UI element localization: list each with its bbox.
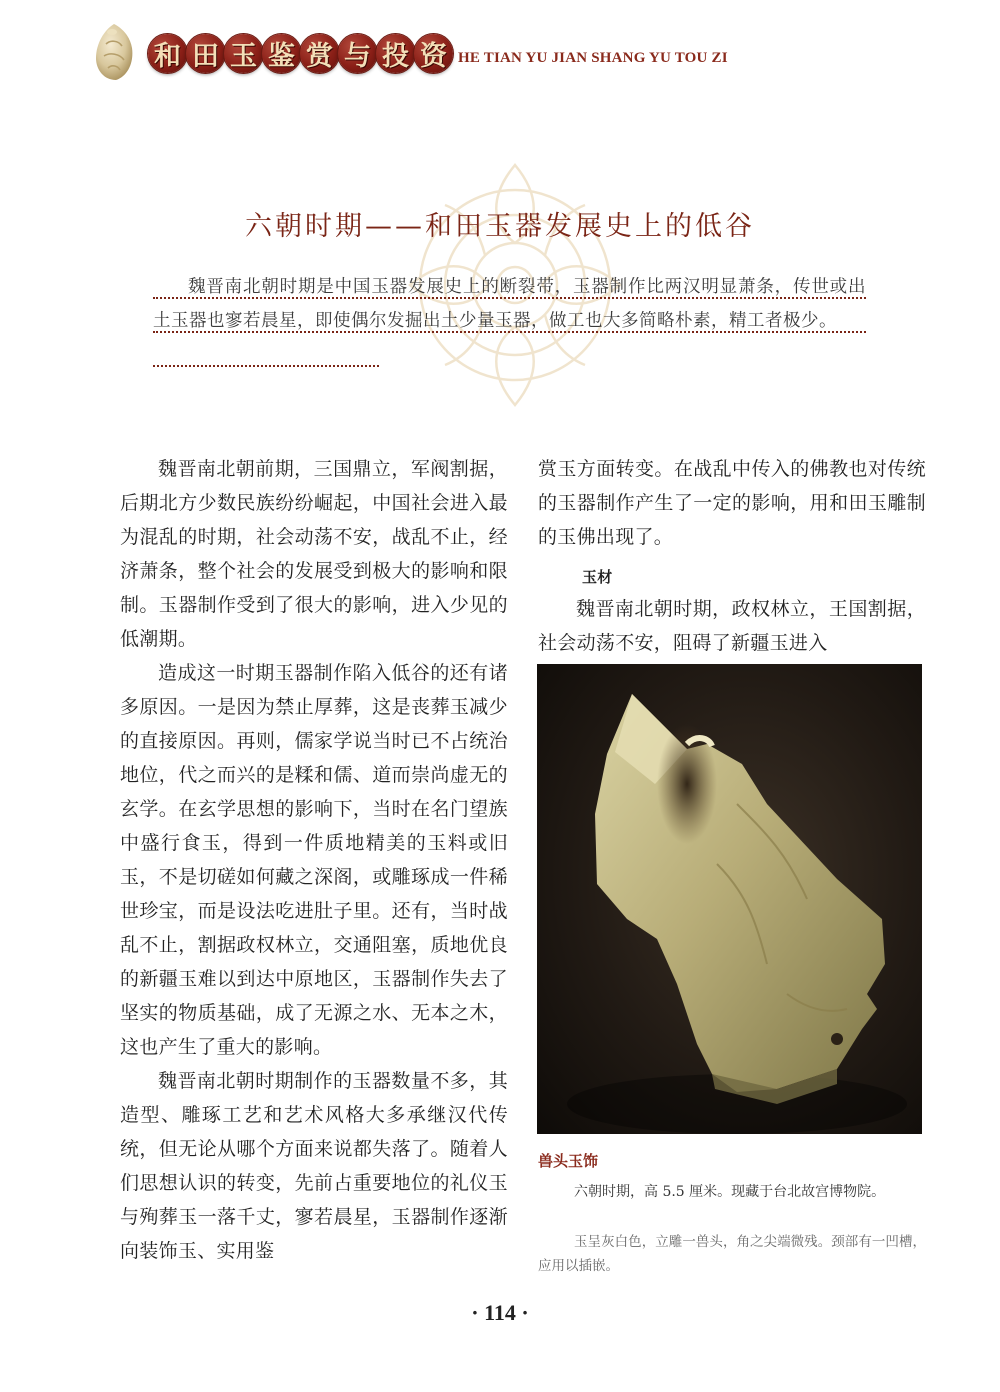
title-char-badge: 资 xyxy=(414,34,453,73)
subheading: 玉材 xyxy=(582,568,613,586)
right-column xyxy=(538,452,926,660)
figure-description: 玉呈灰白色，立雕一兽头，角之尖端微残。颈部有一凹槽，应用以插嵌。 xyxy=(538,1234,926,1274)
body-paragraph: 魏晋南北朝时期制作的玉器数量不多，其造型、雕琢工艺和艺术风格大多承继汉代传统，但无论从哪个方面来说都失落了。随着人们思想认识的转变，先前占重要地位的礼仪玉与殉葬玉一落千丈，寥若晨星，玉器制作逐渐向装饰玉、实用鉴 xyxy=(120,1070,508,1262)
book-title-pinyin: HE TIAN YU JIAN SHANG YU TOU ZI xyxy=(458,50,728,66)
page-number: · 114 · xyxy=(471,1300,529,1325)
jade-beast-head-photo xyxy=(537,664,922,1134)
jade-pendant-icon xyxy=(92,22,136,82)
title-char-badge: 投 xyxy=(376,34,415,73)
figure-caption: 六朝时期，高 5.5 厘米。现藏于台北故宫博物院。 xyxy=(574,1184,886,1200)
left-column xyxy=(120,452,508,1268)
body-paragraph: 魏晋南北朝前期，三国鼎立，军阀割据，后期北方少数民族纷纷崛起，中国社会进入最为混乱的时期，社会动荡不安，战乱不止，经济萧条，整个社会的发展受到极大的影响和限制。玉器制作受到了很大的影响，进入少见的低潮期。 xyxy=(120,458,508,650)
body-paragraph: 魏晋南北朝时期，政权林立，王国割据，社会动荡不安，阻碍了新疆玉进入 xyxy=(538,598,926,654)
body-paragraph: 造成这一时期玉器制作陷入低谷的还有诸多原因。一是因为禁止厚葬，这是丧葬玉减少的直接原因。再则，儒家学说当时已不占统治地位，代之而兴的是糅和儒、道而崇尚虚无的玄学。在玄学思想的影响下，当时在名门望族中盛行食玉，得到一件质地精美的玉料或旧玉，不是切磋如何藏之深阁，或雕琢成一件稀世珍宝，而是设法吃进肚子里。还有，当时战乱不止，割据政权林立，交通阻塞，质地优良的新疆玉难以到达中原地区，玉器制作失去了坚实的物质基础，成了无源之水、无本之木，这也产生了重大的影响。 xyxy=(120,662,508,1058)
title-char-badge: 和 xyxy=(148,34,187,73)
body-paragraph-continuation: 赏玉方面转变。在战乱中传入的佛教也对传统的玉器制作产生了一定的影响，用和田玉雕制的玉佛出现了。 xyxy=(538,458,926,548)
section-intro: 魏晋南北朝时期是中国玉器发展史上的断裂带，玉器制作比两汉明显萧条，传世或出土玉器也寥若晨星，即使偶尔发掘出土少量玉器，做工也大多简略朴素，精工者极少。 xyxy=(153,277,866,331)
title-char-badge: 赏 xyxy=(300,34,339,73)
title-char-badge: 田 xyxy=(186,34,225,73)
figure-title: 兽头玉饰 xyxy=(538,1152,599,1170)
title-char-badge: 玉 xyxy=(224,34,263,73)
title-char-badge: 鉴 xyxy=(262,34,301,73)
book-title-badges xyxy=(148,34,452,74)
title-char-badge: 与 xyxy=(338,34,377,73)
section-title: 六朝时期——和田玉器发展史上的低谷 xyxy=(245,211,755,242)
